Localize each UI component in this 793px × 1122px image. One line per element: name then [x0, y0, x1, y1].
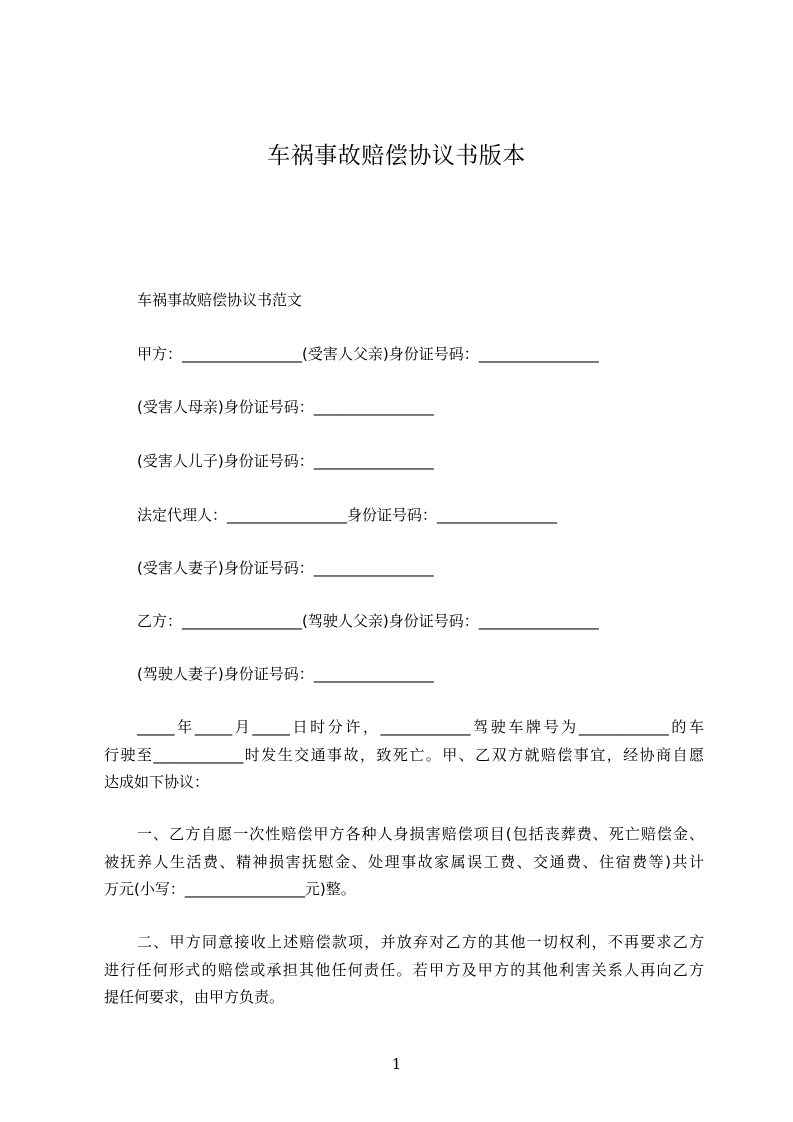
incident-line-3: 达成如下协议：: [104, 773, 210, 791]
page-number: 1: [391, 1055, 402, 1073]
field-line-victim-mother: (受害人母亲)身份证号码：________________: [137, 398, 434, 416]
field-line-party-b: 乙方：________________(驾驶人父亲)身份证号码：________________: [137, 612, 599, 630]
clause-2-line-3: 提任何要求，由甲方负责。: [104, 988, 285, 1006]
document-subtitle: 车祸事故赔偿协议书范文: [137, 291, 303, 309]
clause-2-line-1: 二、甲方同意接收上述赔偿款项，并放弃对乙方的其他一切权利，不再要求乙方: [137, 933, 704, 951]
field-line-driver-wife: (驾驶人妻子)身份证号码：________________: [137, 665, 434, 683]
page-title: 车祸事故赔偿协议书版本: [267, 143, 526, 169]
clause-2-line-2: 进行任何形式的赔偿或承担其他任何责任。若甲方及甲方的其他利害关系人再向乙方: [104, 960, 704, 979]
incident-paragraph: [104, 714, 704, 797]
clause-2-paragraph: [104, 929, 704, 1012]
clause-1-line-3: 万元(小写：________________元)整。: [104, 880, 356, 898]
field-line-legal-representative: 法定代理人：________________身份证号码：________________: [137, 506, 558, 524]
clause-1-line-2: 被抚养人生活费、精神损害抚慰金、处理事故家属误工费、交通费、住宿费等)共计: [104, 852, 704, 871]
incident-line-1: _____年_____月_____日时分许，____________驾驶车牌号为____________的车: [137, 718, 704, 736]
field-line-victim-wife: (受害人妻子)身份证号码：________________: [137, 559, 434, 577]
field-line-victim-son: (受害人儿子)身份证号码：________________: [137, 452, 434, 470]
field-line-party-a: 甲方：________________(受害人父亲)身份证号码：________________: [137, 345, 599, 363]
clause-1-paragraph: [104, 821, 704, 904]
incident-line-2: 行驶至____________时发生交通事故，致死亡。甲、乙双方就赔偿事宜，经协商自愿: [104, 745, 704, 764]
clause-1-line-1: 一、乙方自愿一次性赔偿甲方各种人身损害赔偿项目(包括丧葬费、死亡赔偿金、: [137, 825, 704, 843]
